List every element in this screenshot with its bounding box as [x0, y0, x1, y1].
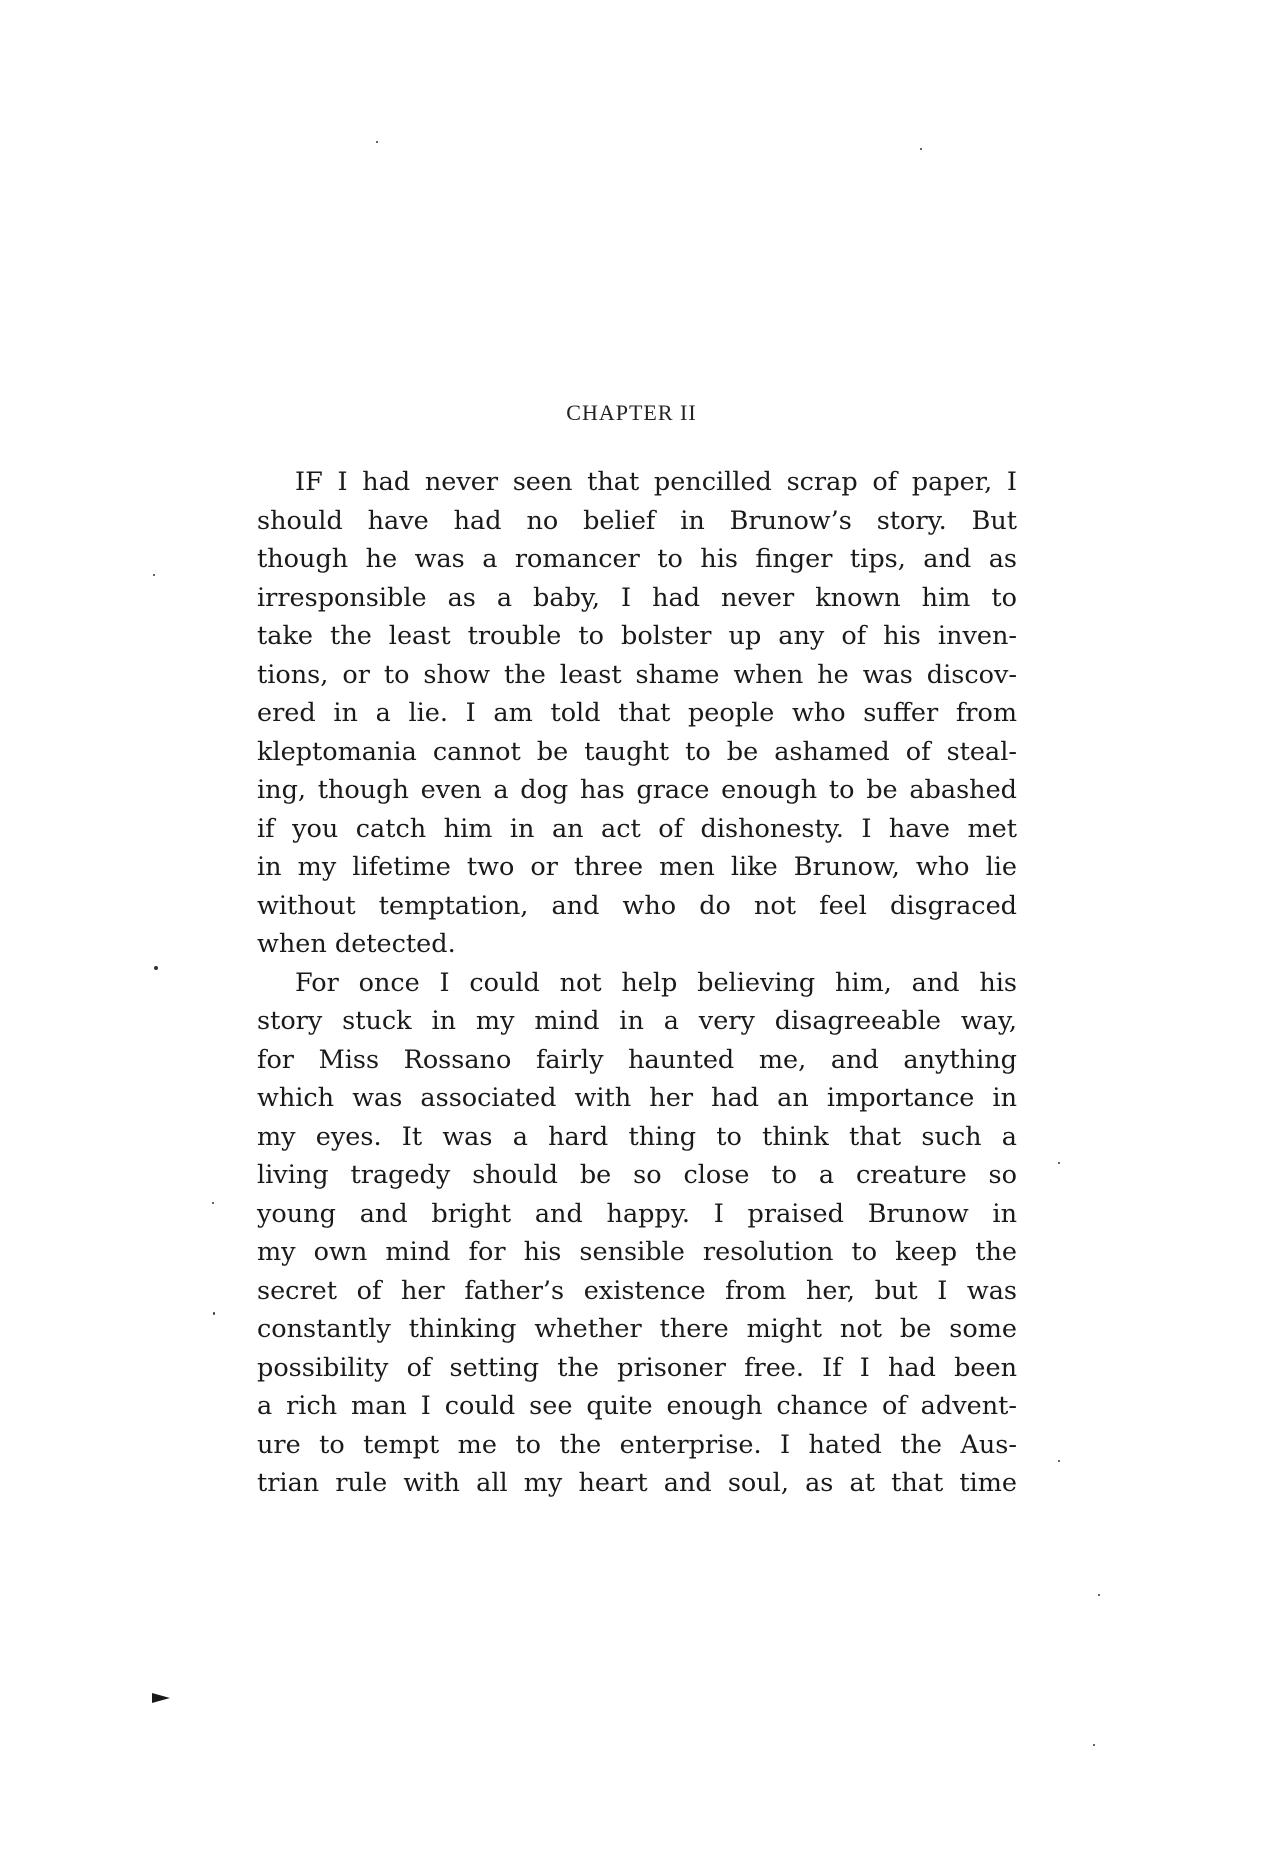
text-line: ered in a lie. I am told that people who suffer from	[257, 698, 1017, 728]
scan-speck	[154, 966, 158, 970]
text-line: secret of her father’s existence from her, but I was	[257, 1275, 1017, 1306]
text-line: ure to tempt me to the enterprise. I hated the Aus-	[257, 1429, 1017, 1460]
text-line: though he was a romancer to his finger tips, and as	[257, 544, 1017, 574]
text-line: irresponsible as a baby, I had never known him to	[257, 582, 1017, 613]
page-marker-arrow-icon	[152, 1693, 170, 1703]
body-text	[257, 463, 1017, 1503]
paragraph	[257, 964, 1017, 1503]
text-line: tions, or to show the least shame when he was discov-	[257, 659, 1017, 690]
scan-speck	[1098, 1594, 1100, 1596]
text-line: which was associated with her had an importance in	[257, 1083, 1017, 1113]
text-line: in my lifetime two or three men like Brunow, who lie	[257, 852, 1017, 882]
text-line: my own mind for his sensible resolution to keep the	[257, 1237, 1017, 1267]
text-line: ing, though even a dog has grace enough to be abashed	[257, 775, 1017, 805]
text-line: possibility of setting the prisoner free. If I had been	[257, 1352, 1017, 1383]
scan-speck	[376, 141, 378, 143]
text-line: my eyes. It was a hard thing to think that such a	[257, 1121, 1017, 1152]
scan-speck	[213, 1312, 215, 1315]
text-line: story stuck in my mind in a very disagreeable way,	[257, 1006, 1017, 1036]
text-line: should have had no belief in Brunow’s story. But	[257, 505, 1017, 536]
scan-speck	[212, 1202, 214, 1204]
chapter-heading: CHAPTER II	[566, 400, 697, 425]
text-line: when detected.	[257, 929, 456, 959]
text-line: young and bright and happy. I praised Brunow in	[257, 1198, 1017, 1229]
scan-speck	[1058, 1460, 1060, 1462]
text-line: IF I had never seen that pencilled scrap of paper, I	[295, 467, 1017, 497]
text-line: kleptomania cannot be taught to be ashamed of steal-	[257, 736, 1017, 767]
scan-speck	[920, 148, 922, 150]
scan-speck	[1058, 1162, 1060, 1164]
text-line: a rich man I could see quite enough chance of advent-	[257, 1391, 1017, 1421]
text-line: if you catch him in an act of dishonesty. I have met	[257, 813, 1017, 844]
scan-speck	[153, 574, 155, 576]
text-line: trian rule with all my heart and soul, as at that time	[257, 1468, 1017, 1498]
text-line: without temptation, and who do not feel disgraced	[257, 890, 1017, 921]
scan-speck	[1093, 1744, 1095, 1746]
text-line: living tragedy should be so close to a creature so	[257, 1160, 1017, 1190]
text-line: take the least trouble to bolster up any of his inven-	[257, 621, 1017, 651]
text-line: For once I could not help believing him, and his	[295, 967, 1017, 998]
text-line: constantly thinking whether there might not be some	[257, 1314, 1017, 1344]
text-line: for Miss Rossano fairly haunted me, and anything	[257, 1044, 1017, 1075]
paragraph	[257, 463, 1017, 964]
